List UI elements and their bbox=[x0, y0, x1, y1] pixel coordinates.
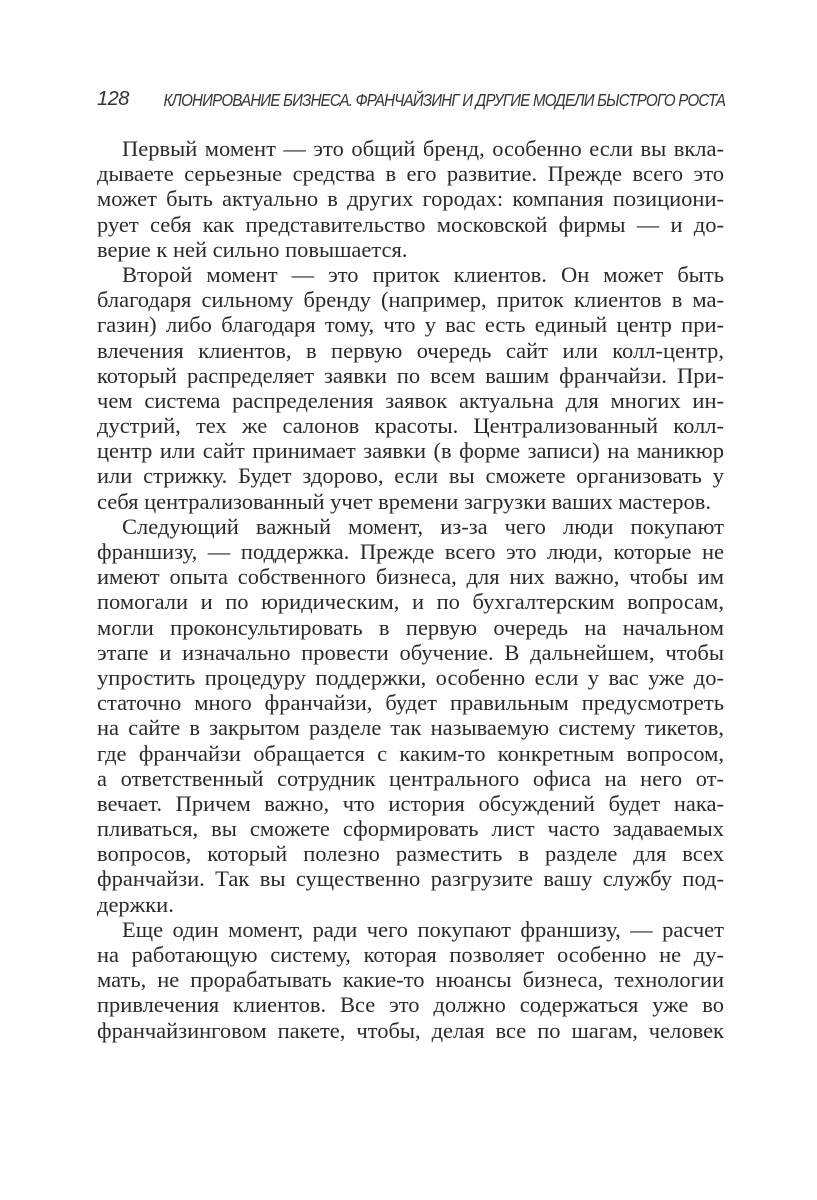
text-line: Еще один момент, ради чего покупают франшизу, — расчет bbox=[122, 916, 724, 942]
text-line: на сайте в закрытом разделе так называемую систему тикетов, bbox=[97, 715, 724, 741]
running-title: КЛОНИРОВАНИЕ БИЗНЕСА. ФРАНЧАЙЗИНГ И ДРУГИЕ МОДЕЛИ БЫСТРОГО РОСТА bbox=[163, 90, 725, 110]
paragraph bbox=[97, 917, 724, 1043]
text-line: франчайзи. Так вы существенно разгрузите вашу службу под- bbox=[97, 866, 724, 892]
text-line: чем система распределения заявок актуальна для многих ин- bbox=[97, 387, 724, 413]
text-line: франчайзинговом пакете, чтобы, делая все по шагам, человек bbox=[97, 1017, 724, 1043]
body-text bbox=[97, 136, 724, 1043]
text-line: на работающую систему, которая позволяет особенно не ду- bbox=[97, 942, 724, 967]
text-line: этапе и изначально провести обучение. В дальнейшем, чтобы bbox=[97, 639, 724, 665]
text-line: дустрий, тех же салонов красоты. Централизованный колл- bbox=[97, 413, 724, 439]
text-line: привлечения клиентов. Все это должно содержаться уже во bbox=[97, 992, 724, 1018]
text-line: мать, не прорабатывать какие-то нюансы бизнеса, технологии bbox=[97, 967, 724, 993]
text-line: центр или сайт принимает заявки (в форме записи) на маникюр bbox=[97, 438, 724, 464]
text-line: благодаря сильному бренду (например, приток клиентов в ма- bbox=[97, 287, 724, 313]
text-line: рует себя как представительство московской фирмы — и до- bbox=[97, 211, 724, 237]
text-line: дываете серьезные средства в его развитие. Прежде всего это bbox=[97, 161, 724, 187]
text-line: помогали и по юридическим, и по бухгалтерским вопросам, bbox=[97, 589, 724, 615]
text-line: могли проконсультировать в первую очередь на начальном bbox=[97, 614, 724, 640]
text-line: статочно много франчайзи, будет правильным предусмотреть bbox=[97, 690, 724, 716]
text-line: Второй момент — это приток клиентов. Он может быть bbox=[122, 261, 724, 287]
page-number: 128 bbox=[97, 88, 129, 110]
paragraph bbox=[97, 136, 724, 262]
text-line: верие к ней сильно повышается. bbox=[97, 236, 408, 262]
text-line: пливаться, вы сможете сформировать лист часто задаваемых bbox=[97, 816, 724, 842]
text-line: вопросов, который полезно разместить в разделе для всех bbox=[97, 841, 724, 867]
paragraph bbox=[97, 514, 724, 917]
text-line: а ответственный сотрудник центрального офиса на него от- bbox=[97, 765, 724, 791]
text-line: газин) либо благодаря тому, что у вас есть единый центр при- bbox=[97, 312, 724, 338]
text-line: где франчайзи обращается с каким-то конкретным вопросом, bbox=[97, 740, 724, 766]
text-line: который распределяет заявки по всем вашим франчайзи. При- bbox=[97, 362, 724, 388]
paragraph bbox=[97, 262, 724, 514]
text-line: или стрижку. Будет здорово, если вы сможете организовать у bbox=[97, 463, 724, 489]
running-header bbox=[97, 88, 725, 116]
text-line: Следующий важный момент, из-за чего люди покупают bbox=[122, 513, 724, 539]
text-line: франшизу, — поддержка. Прежде всего это люди, которые не bbox=[97, 539, 724, 564]
text-line: вечает. Причем важно, что история обсуждений будет нака- bbox=[97, 790, 724, 816]
text-line: имеют опыта собственного бизнеса, для них важно, чтобы им bbox=[97, 564, 724, 590]
text-line: Первый момент — это общий бренд, особенно если вы вкла- bbox=[122, 136, 724, 161]
text-line: упростить процедуру поддержки, особенно если у вас уже до- bbox=[97, 664, 724, 690]
text-line: держки. bbox=[97, 891, 174, 917]
text-line: может быть актуально в других городах: компания позициони- bbox=[97, 186, 724, 212]
text-line: влечения клиентов, в первую очередь сайт или колл-центр, bbox=[97, 337, 724, 363]
text-line: себя централизованный учет времени загрузки ваших мастеров. bbox=[97, 488, 711, 514]
